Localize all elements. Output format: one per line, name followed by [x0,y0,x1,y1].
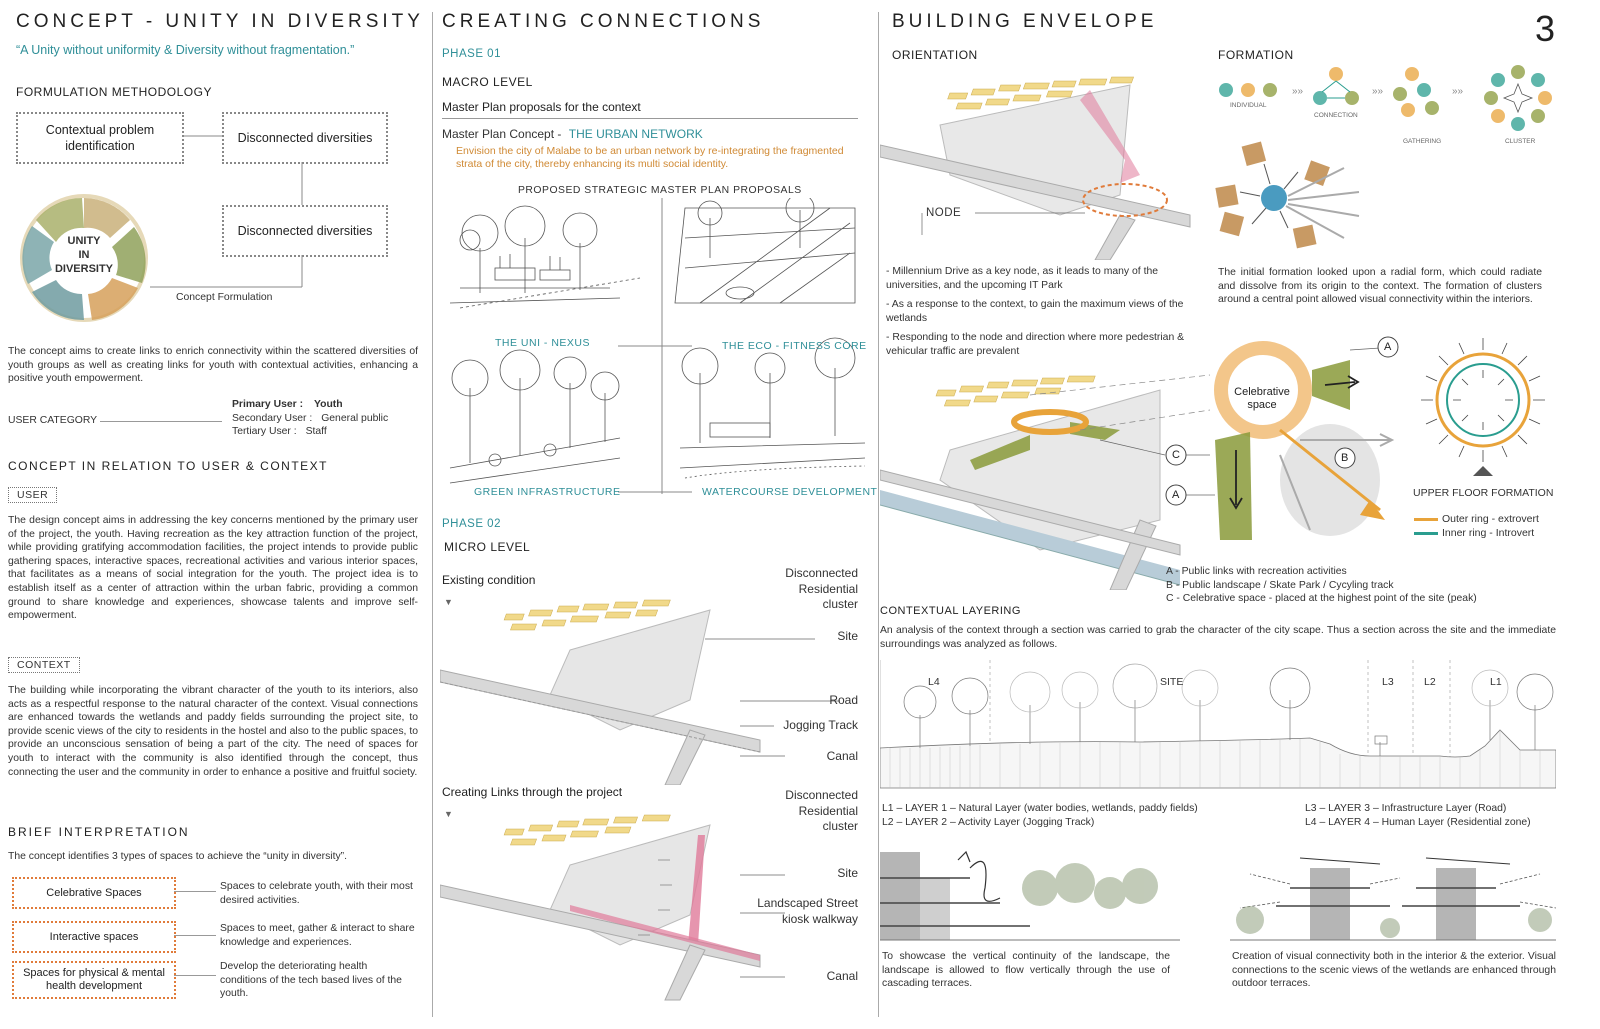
contextual-section [880,660,1556,790]
space-label: Spaces for physical & mental health development [23,967,165,992]
user-category-line [100,421,222,422]
context-tag: CONTEXT [8,657,80,673]
node-label: NODE [926,207,962,219]
formation-step-individual: INDIVIDUAL [1230,102,1267,109]
svg-text:»»: »» [1372,86,1384,97]
space-connector [174,891,216,892]
orientation-point: - Millennium Drive as a key node, as it leads to many of the universities, and the upcoming IT Park [886,266,1159,291]
concept-description: The concept aims to create links to enrich connectivity within the scattered diversities of youth groups as well as creating links for youth with contextual activities, enhancing a positive youth empowerment. [8,346,418,385]
method-box-label: Disconnected diversities [237,131,373,145]
abc-legend-item: A - Public links with recreation activities [1166,566,1347,577]
space-box-celebrative [12,877,176,909]
space-box-interactive [12,921,176,953]
legend-outer-ring [1414,513,1539,527]
space-label: Celebrative Spaces [46,886,142,899]
concept-formulation-label: Concept Formulation [176,292,273,303]
space-connector [174,975,216,976]
user-tag: USER [8,487,57,503]
macro-level: MACRO LEVEL [442,75,533,89]
legend-inner-ring [1414,527,1539,541]
formation-text: The initial formation looked upon a radial form, which could radiate and dissolve from its origin to the context. The formation of clusters around a central point allowed visual connectivity within the interiors. [1218,267,1542,306]
links-label-cluster: Disconnected Residential cluster [785,788,858,833]
proposal-green-infra: GREEN INFRASTRUCTURE [474,486,621,498]
chevron-down-icon: ▼ [444,809,453,819]
formation-step-cluster: CLUSTER [1505,138,1536,145]
column-divider [878,12,879,1017]
user-text: The design concept aims in addressing the key concerns mentioned by the primary user of the project, the youth. Having recreation as the key attraction function of the project, while providing gratifying accommodation facilities, the project intends to provide public gathering spaces, interactive spaces, recreational activities and various interior spaces, that facilitates as a means of social integration for the youth. The project idea is to establish itself as a center of attraction within the urban fabric, providing a common ground to share knowledge and experiences, showcase talents and improve self-empowerment. [8,515,418,622]
formation-step-gathering: GATHERING [1403,138,1442,145]
section-title-connections: CREATING CONNECTIONS [442,11,765,32]
existing-label-canal: Canal [826,749,858,763]
phase2-label: PHASE 02 [442,518,501,530]
space-label: Interactive spaces [49,930,139,943]
logo-line-2: IN [78,249,90,261]
layer-legend-item: L2 – LAYER 2 – Activity Layer (Jogging Track) [882,816,1095,828]
phase1-label: PHASE 01 [442,48,501,60]
brief-intro: The concept identifies 3 types of spaces to achieve the “unity in diversity”. [8,851,348,862]
section-title-concept: CONCEPT - UNITY IN DIVERSITY [16,11,424,32]
user-value: Youth [313,399,343,410]
formation-diagram [1212,62,1568,252]
visual-connectivity-text: Creation of visual connectivity both in the interior & the exterior. Visual connections to the scenic views of the wetlands are enhanced through outdoor terraces. [1232,951,1556,990]
existing-condition-label: Existing condition [442,573,536,587]
section-label-l2: L2 [1424,676,1436,688]
orientation-title: ORIENTATION [892,48,978,62]
user-role: Primary User [232,399,297,410]
upper-floor-label: UPPER FLOOR FORMATION [1413,487,1554,499]
links-label-walkway: Landscaped Street kiosk walkway [757,896,858,926]
svg-text:»»: »» [1292,86,1304,97]
user-role: Secondary User [232,412,307,424]
master-plan-concept [442,127,703,141]
legend-label: Inner ring - Introvert [1442,526,1535,539]
space-desc-interactive: Spaces to meet, gather & interact to share knowledge and experiences. [220,923,415,948]
svg-text:»»: »» [1452,86,1464,97]
legend-swatch [1414,518,1438,521]
layer-legend-item: L1 – LAYER 1 – Natural Layer (water bodies, wetlands, paddy fields) [882,803,1198,814]
orientation-point: - As a response to the context, to gain the maximum views of the wetlands [886,299,1184,324]
links-label-site: Site [837,866,858,880]
concept-quote: “A Unity without uniformity & Diversity without fragmentation.” [16,43,355,57]
marker-b: B [1341,452,1349,464]
abc-legend [1166,565,1477,606]
orientation-point: - Responding to the node and direction where more pedestrian & vehicular traffic are prevalent [886,332,1185,357]
layer-legend-item: L4 – LAYER 4 – Human Layer (Residential zone) [1305,816,1531,828]
proposal-uni-nexus: THE UNI - NEXUS [495,337,591,349]
concept-name: THE URBAN NETWORK [568,127,703,141]
micro-level: MICRO LEVEL [444,540,531,554]
terrace-text: To showcase the vertical continuity of the landscape, the landscape is allowed to flow vertically through the use of cascading terraces. [882,951,1170,990]
existing-label-road: Road [829,693,858,707]
abc-legend-item: B - Public landscape / Skate Park / Cycyling track [1166,579,1394,591]
celebrative-space-label: Celebrative space [1234,386,1290,411]
proposal-watercourse: WATERCOURSE DEVELOPMENT [702,486,878,498]
space-desc-health: Develop the deteriorating health conditions of the tech based lives of the youth. [220,961,402,999]
proposal-eco-fitness: THE ECO - FITNESS CORE [722,340,867,352]
section-label-l3: L3 [1382,676,1394,688]
context-text: The building while incorporating the vibrant character of the youth to its interiors, also acts as a respectful response to the natural character of the context. Visual connections are enhanced towards the wetlands and paddy fields surrounding the project site, to provide scenic views of the city to residents in the hostel and also to the public spaces, to provide an unconscious sensation of being a part of the city. The need of spaces for youth to interact with the community is also identified through the concept, thus connecting the user and the community in order to enhance a positive and fruitful society. [8,685,418,778]
logo-line-3: DIVERSITY [54,263,114,275]
proposal-sketches [440,198,868,510]
user-category-label: USER CATEGORY [8,415,98,426]
user-sep: : [299,399,304,410]
layering-title: CONTEXTUAL LAYERING [880,605,1021,617]
divider [442,118,858,119]
logo-line-1: UNITY [67,235,101,247]
existing-label-site: Site [837,629,858,643]
abc-legend-item: C - Celebrative space - placed at the highest point of the site (peak) [1166,593,1477,604]
user-role: Tertiary User [232,426,291,437]
section-title-envelope: BUILDING ENVELOPE [892,11,1158,32]
legend-swatch [1414,532,1438,535]
section-label-l4: L4 [928,676,940,688]
proposals-title: PROPOSED STRATEGIC MASTER PLAN PROPOSALS [518,185,802,196]
existing-label-cluster: Disconnected Residential cluster [785,566,858,611]
user-row-tertiary [232,425,422,439]
marker-a-lower: A [1172,489,1180,501]
user-value: Staff [305,426,327,437]
envision-text: Envision the city of Malabe to be an urban network by re-integrating the fragmented strata of the city, thereby enhancing its multi social identity. [456,145,844,170]
user-value: General public [321,412,389,424]
orientation-diagram [880,65,1210,260]
method-box-label: Disconnected diversities [237,224,373,238]
method-box-label: Contextual problem identification [45,123,155,153]
section-label-l1: L1 [1490,676,1502,688]
ring-legend [1414,513,1539,540]
brief-title: BRIEF INTERPRETATION [8,825,190,839]
methodology-title: FORMULATION METHODOLOGY [16,85,212,99]
unity-diversity-logo [14,192,154,324]
creating-links-label: Creating Links through the project [442,785,623,799]
section-label-site: SITE [1160,676,1184,688]
chevron-down-icon: ▼ [444,597,453,607]
space-box-health [12,961,176,999]
celebrative-space-diagram [880,330,1600,590]
layer-legend-item: L3 – LAYER 3 – Infrastructure Layer (Road) [1305,803,1507,814]
terrace-sketches [880,848,1556,948]
marker-c: C [1172,449,1180,461]
formation-step-connection: CONNECTION [1314,112,1358,119]
user-list [232,398,422,439]
relation-title: CONCEPT IN RELATION TO USER & CONTEXT [8,459,328,473]
user-row-secondary [232,412,422,426]
existing-label-jogging: Jogging Track [783,718,858,732]
space-desc-celebrative: Spaces to celebrate youth, with their most desired activities. [220,881,413,906]
master-plan-label: Master Plan proposals for the context [442,100,641,114]
user-row-primary [232,398,422,412]
legend-label: Outer ring - extrovert [1442,513,1539,525]
column-divider [432,12,433,1017]
space-connector [174,935,216,936]
layers-legend-right [1305,802,1531,829]
marker-a-upper: A [1384,341,1392,353]
layers-legend-left [882,802,1198,829]
user-sep: : [309,412,313,424]
links-label-canal: Canal [826,969,858,983]
formation-title: FORMATION [1218,48,1294,62]
page-number: 3 [1535,8,1556,49]
layering-text: An analysis of the context through a section was carried to grab the character of the city scape. Thus a section across the site and the immediate surroundings was analyzed as follows. [880,625,1556,650]
user-sep: : [293,426,297,437]
concept-label: Master Plan Concept - [442,127,562,141]
